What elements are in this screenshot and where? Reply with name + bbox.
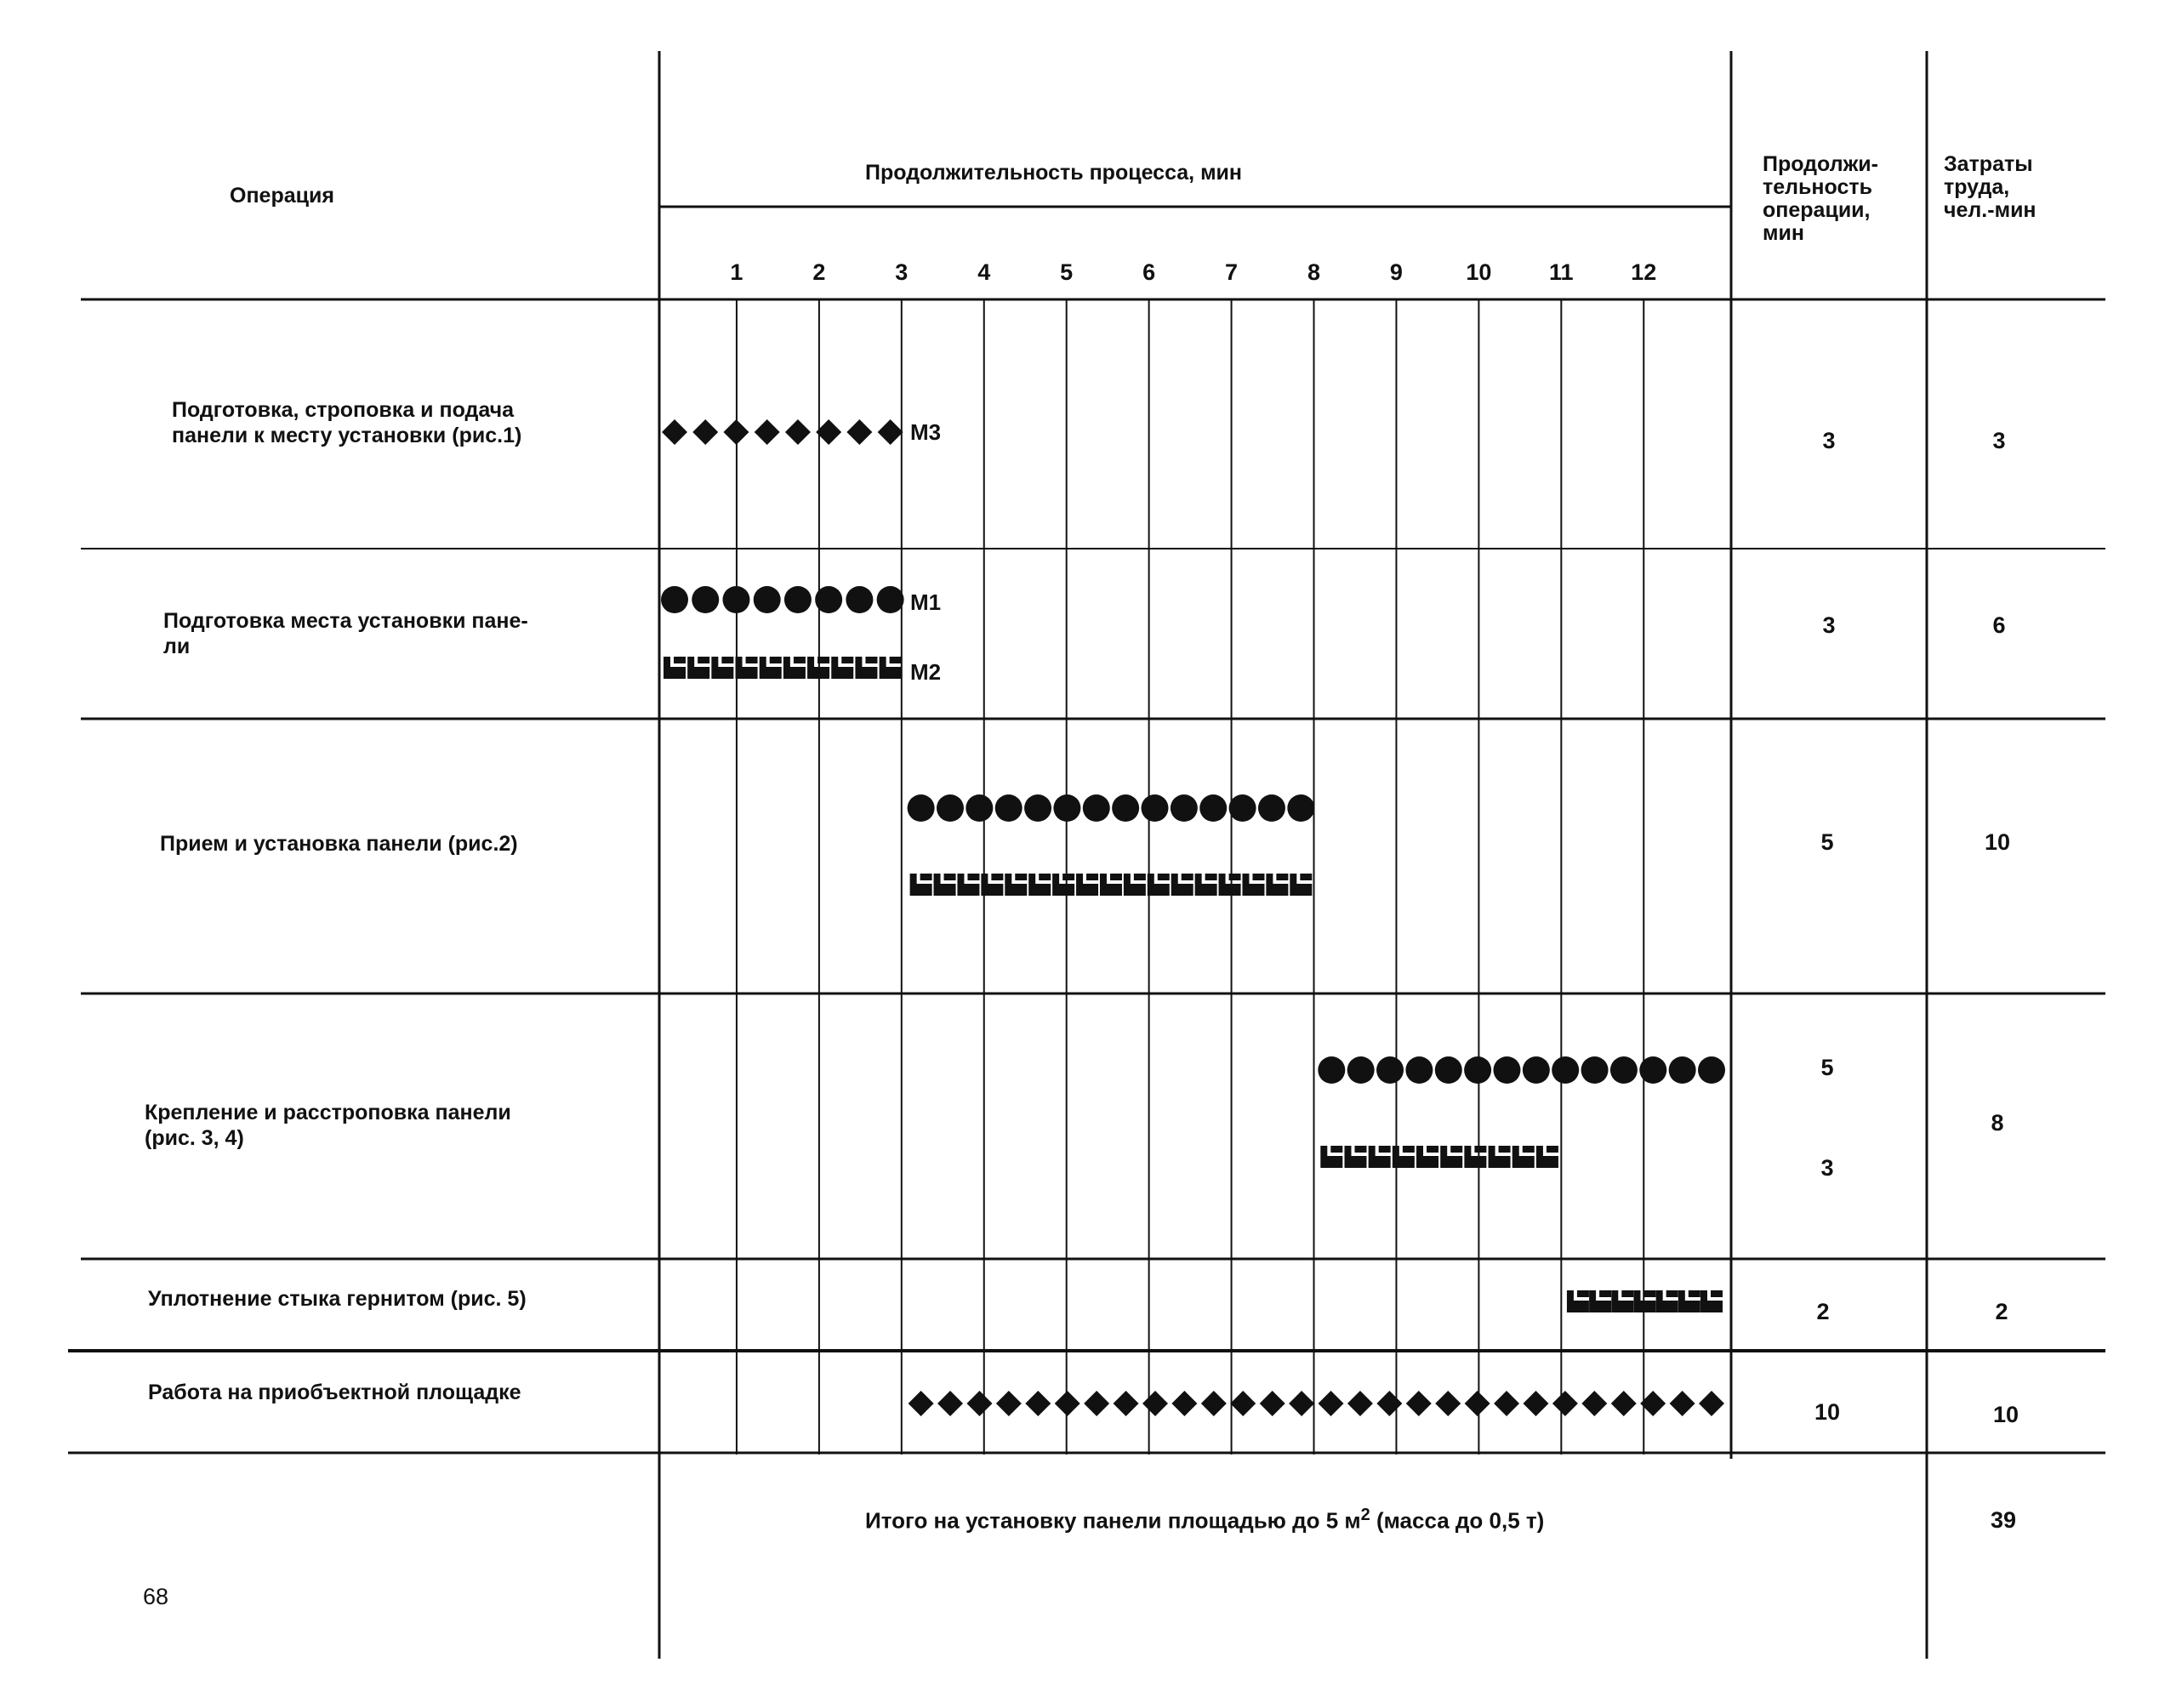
bar-mark-row6-м3-diamond (966, 1391, 992, 1416)
bar-mark-row4-м1-circle (1376, 1056, 1404, 1084)
timeline-tick-8: 8 (1307, 259, 1321, 285)
bar-mark-row6-м3-diamond (1611, 1391, 1637, 1416)
bar-mark-row2-м2-bracket (831, 657, 853, 679)
bar-mark-row6-м3-diamond (1465, 1391, 1490, 1416)
bar-mark-row3-м1-circle (937, 794, 964, 822)
bar-mark-row3-м2-bracket (1028, 874, 1051, 896)
bar-mark-row4-м1-circle (1669, 1056, 1696, 1084)
bar-mark-row1-м3-diamond (723, 419, 749, 445)
bar-mark-row3-м2-bracket (1076, 874, 1098, 896)
bar-mark-row4-м2-bracket (1536, 1146, 1558, 1168)
bar-mark-row4-м2-bracket (1344, 1146, 1366, 1168)
bar-mark-row2-м2-bracket (687, 657, 709, 679)
timeline-tick-3: 3 (895, 259, 909, 285)
bar-mark-row3-м2-bracket (1266, 874, 1288, 896)
header-operation-duration-line-1: Продолжи- (1763, 152, 1878, 176)
bar-mark-row2-м2-bracket (880, 657, 902, 679)
bar-mark-row5-м2-bracket (1611, 1290, 1633, 1312)
bar-mark-row5-м2-bracket (1700, 1290, 1723, 1312)
bar-mark-row3-м2-bracket (1052, 874, 1074, 896)
bar-mark-row4-м2-bracket (1440, 1146, 1462, 1168)
row-3-name (160, 831, 518, 857)
bar-label-m2: М2 (910, 659, 942, 685)
bar-mark-row4-м1-circle (1464, 1056, 1491, 1084)
bar-mark-row2-м1-circle (722, 586, 749, 613)
bar-mark-row3-м2-bracket (1195, 874, 1217, 896)
bar-mark-row6-м3-diamond (1260, 1391, 1285, 1416)
bar-mark-row3-м1-circle (1142, 794, 1169, 822)
row-5-labor: 2 (1995, 1299, 2008, 1324)
bar-mark-row3-м2-bracket (1148, 874, 1170, 896)
bar-mark-row1-м3-diamond (846, 419, 872, 445)
row-4-name-line-1: Крепление и расстроповка панели (145, 1101, 511, 1124)
bar-mark-row6-м3-diamond (1171, 1391, 1197, 1416)
row-5-duration: 2 (1816, 1299, 1830, 1324)
timeline-tick-11: 11 (1549, 259, 1574, 285)
bar-mark-row4-м1-circle (1610, 1056, 1638, 1084)
bar-mark-row4-м1-circle (1435, 1056, 1462, 1084)
row-1-duration: 3 (1822, 428, 1836, 453)
timeline-tick-6: 6 (1142, 259, 1156, 285)
bar-mark-row6-м3-diamond (1376, 1391, 1402, 1416)
bar-mark-row5-м2-bracket (1656, 1290, 1678, 1312)
header-labor-cost-line-3: чел.-мин (1944, 198, 2037, 222)
row-6-name (148, 1380, 521, 1405)
row-1-name-line-1: Подготовка, строповка и подача (172, 398, 515, 422)
bar-mark-row4-м1-circle (1493, 1056, 1520, 1084)
row-6-labor: 10 (1992, 1402, 2019, 1427)
bar-mark-row2-м1-circle (784, 586, 812, 613)
bar-mark-row6-м3-diamond (937, 1391, 963, 1416)
bar-mark-row3-м2-bracket (1219, 874, 1241, 896)
bar-mark-row3-м1-circle (1258, 794, 1285, 822)
bar-mark-row2-м1-circle (661, 586, 688, 613)
total-label-superscript: 2 (1360, 1506, 1370, 1524)
page-number: 68 (143, 1584, 169, 1609)
bar-mark-row6-м3-diamond (909, 1391, 934, 1416)
bar-mark-row3-м1-circle (1287, 794, 1314, 822)
row-6-duration: 10 (1814, 1399, 1841, 1425)
bar-mark-row3-м1-circle (1112, 794, 1139, 822)
bar-mark-row4-м2-bracket (1512, 1146, 1535, 1168)
bar-label-m1: М1 (910, 589, 942, 615)
bar-mark-row3-м1-circle (1199, 794, 1227, 822)
bar-mark-row6-м3-diamond (1142, 1391, 1168, 1416)
bar-mark-row3-м1-circle (966, 794, 993, 822)
row-4-duration-m1: 5 (1820, 1055, 1834, 1080)
bar-mark-row1-м3-diamond (755, 419, 780, 445)
bar-mark-row3-м2-bracket (1171, 874, 1193, 896)
row-1-name-line-2: панели к месту установки (рис.1) (172, 424, 522, 447)
row-2-labor: 6 (1992, 612, 2006, 638)
bar-mark-row3-м2-bracket (910, 874, 932, 896)
timeline-tick-9: 9 (1389, 259, 1403, 285)
bar-mark-row6-м3-diamond (996, 1391, 1022, 1416)
bar-mark-row4-м1-circle (1318, 1056, 1345, 1084)
row-2-name-line-2: ли (163, 635, 191, 658)
header-labor-cost-line-2: труда, (1944, 175, 2010, 199)
bar-mark-row5-м2-bracket (1589, 1290, 1611, 1312)
bar-mark-row2-м2-bracket (760, 657, 782, 679)
bar-mark-row5-м2-bracket (1567, 1290, 1589, 1312)
row-2-duration: 3 (1822, 612, 1836, 638)
bar-mark-row4-м2-bracket (1320, 1146, 1342, 1168)
timeline-tick-12: 12 (1631, 259, 1657, 285)
bar-mark-row4-м1-circle (1347, 1056, 1375, 1084)
bar-mark-row1-м3-diamond (662, 419, 687, 445)
row-1-name (172, 397, 521, 448)
bar-mark-row3-м1-circle (908, 794, 935, 822)
row-4-duration-m2: 3 (1820, 1155, 1834, 1181)
row-4-labor: 8 (1991, 1110, 2004, 1136)
bar-mark-row4-м1-circle (1639, 1056, 1666, 1084)
row-5-name (148, 1286, 527, 1312)
bar-mark-row3-м2-bracket (981, 874, 1003, 896)
timeline-tick-4: 4 (977, 259, 991, 285)
bar-mark-row2-м1-circle (846, 586, 873, 613)
row-3-labor: 10 (1984, 829, 2011, 855)
header-process-duration: Продолжительность процесса, мин (865, 161, 1243, 185)
bar-mark-row6-м3-diamond (1289, 1391, 1314, 1416)
header-operation-duration-line-4: мин (1763, 221, 1804, 245)
header-labor-cost (1944, 153, 2037, 222)
bar-mark-row2-м2-bracket (783, 657, 806, 679)
bar-mark-row1-м3-diamond (692, 419, 718, 445)
bar-mark-row4-м2-bracket (1393, 1146, 1415, 1168)
bar-mark-row6-м3-diamond (1435, 1391, 1461, 1416)
bar-mark-row2-м1-circle (692, 586, 719, 613)
timeline-tick-7: 7 (1225, 259, 1239, 285)
row-4-name (145, 1100, 511, 1151)
bar-mark-row3-м1-circle (1229, 794, 1256, 822)
bar-mark-row6-м3-diamond (1699, 1391, 1724, 1416)
header-operation: Операция (230, 184, 334, 208)
bar-mark-row4-м2-bracket (1416, 1146, 1438, 1168)
bar-mark-row2-м2-bracket (736, 657, 758, 679)
bar-mark-row3-м2-bracket (957, 874, 979, 896)
bar-mark-row6-м3-diamond (1552, 1391, 1578, 1416)
bar-mark-row6-м3-diamond (1025, 1391, 1051, 1416)
bar-mark-row2-м1-circle (754, 586, 781, 613)
bar-mark-row6-м3-diamond (1670, 1391, 1695, 1416)
row-5-name-line-1: Уплотнение стыка гернитом (рис. 5) (148, 1287, 527, 1311)
row-2-name-line-1: Подготовка места установки пане- (163, 609, 528, 633)
bar-label-m3: М3 (910, 419, 942, 445)
timeline-tick-1: 1 (730, 259, 743, 285)
bar-mark-row3-м2-bracket (1290, 874, 1312, 896)
header-operation-duration-line-2: тельность (1763, 175, 1872, 199)
bar-mark-row3-м2-bracket (934, 874, 956, 896)
bar-mark-row3-м2-bracket (1242, 874, 1264, 896)
timeline-tick-2: 2 (812, 259, 826, 285)
total-label-mass: (масса до 0,5 т) (1376, 1507, 1545, 1534)
bar-mark-row6-м3-diamond (1494, 1391, 1519, 1416)
bar-mark-row5-м2-bracket (1678, 1290, 1700, 1312)
bar-mark-row4-м1-circle (1581, 1056, 1609, 1084)
bar-mark-row6-м3-diamond (1055, 1391, 1080, 1416)
bar-mark-row6-м3-diamond (1319, 1391, 1344, 1416)
bar-mark-row2-м2-bracket (664, 657, 686, 679)
bar-mark-row4-м1-circle (1698, 1056, 1725, 1084)
bar-mark-row4-м1-circle (1523, 1056, 1550, 1084)
bar-mark-row3-м2-bracket (1124, 874, 1146, 896)
bar-mark-row3-м1-circle (995, 794, 1023, 822)
bar-mark-row4-м1-circle (1552, 1056, 1579, 1084)
total-label-text: Итого на установку панели площадью до 5 м (865, 1507, 1361, 1534)
timeline-tick-10: 10 (1466, 259, 1492, 285)
bar-mark-row3-м2-bracket (1100, 874, 1122, 896)
bar-mark-row1-м3-diamond (785, 419, 811, 445)
bar-mark-row6-м3-diamond (1084, 1391, 1109, 1416)
bar-mark-row5-м2-bracket (1633, 1290, 1655, 1312)
bar-mark-row3-м2-bracket (1005, 874, 1027, 896)
row-2-name (163, 608, 528, 659)
bar-mark-row2-м2-bracket (855, 657, 877, 679)
row-6-name-line-1: Работа на приобъектной площадке (148, 1381, 521, 1404)
bar-mark-row3-м1-circle (1053, 794, 1080, 822)
row-3-name-line-1: Прием и установка панели (рис.2) (160, 832, 518, 856)
bar-mark-row6-м3-diamond (1347, 1391, 1373, 1416)
bar-mark-row2-м1-circle (815, 586, 842, 613)
timeline-tick-5: 5 (1060, 259, 1074, 285)
header-labor-cost-line-1: Затраты (1944, 152, 2033, 176)
bar-mark-row1-м3-diamond (878, 419, 903, 445)
bar-mark-row3-м1-circle (1171, 794, 1198, 822)
bar-mark-row4-м2-bracket (1489, 1146, 1511, 1168)
bar-mark-row2-м1-circle (877, 586, 904, 613)
bar-mark-row3-м1-circle (1083, 794, 1110, 822)
bar-mark-row2-м2-bracket (807, 657, 829, 679)
row-4-name-line-2: (рис. 3, 4) (145, 1126, 244, 1150)
total-value: 39 (1990, 1507, 2017, 1533)
bar-mark-row6-м3-diamond (1406, 1391, 1432, 1416)
total-label (865, 1506, 1544, 1534)
bar-mark-row3-м1-circle (1024, 794, 1051, 822)
bar-mark-row6-м3-diamond (1230, 1391, 1256, 1416)
bar-mark-row4-м2-bracket (1464, 1146, 1486, 1168)
header-operation-duration (1763, 153, 1878, 245)
bar-mark-row2-м2-bracket (711, 657, 733, 679)
bar-mark-row6-м3-diamond (1201, 1391, 1227, 1416)
bar-mark-row6-м3-diamond (1114, 1391, 1139, 1416)
bar-mark-row4-м2-bracket (1369, 1146, 1391, 1168)
row-1-labor: 3 (1992, 428, 2006, 453)
row-3-duration: 5 (1820, 829, 1834, 855)
bar-mark-row6-м3-diamond (1523, 1391, 1548, 1416)
bar-mark-row6-м3-diamond (1581, 1391, 1607, 1416)
header-operation-duration-line-3: операции, (1763, 198, 1871, 222)
bar-mark-row4-м1-circle (1405, 1056, 1433, 1084)
